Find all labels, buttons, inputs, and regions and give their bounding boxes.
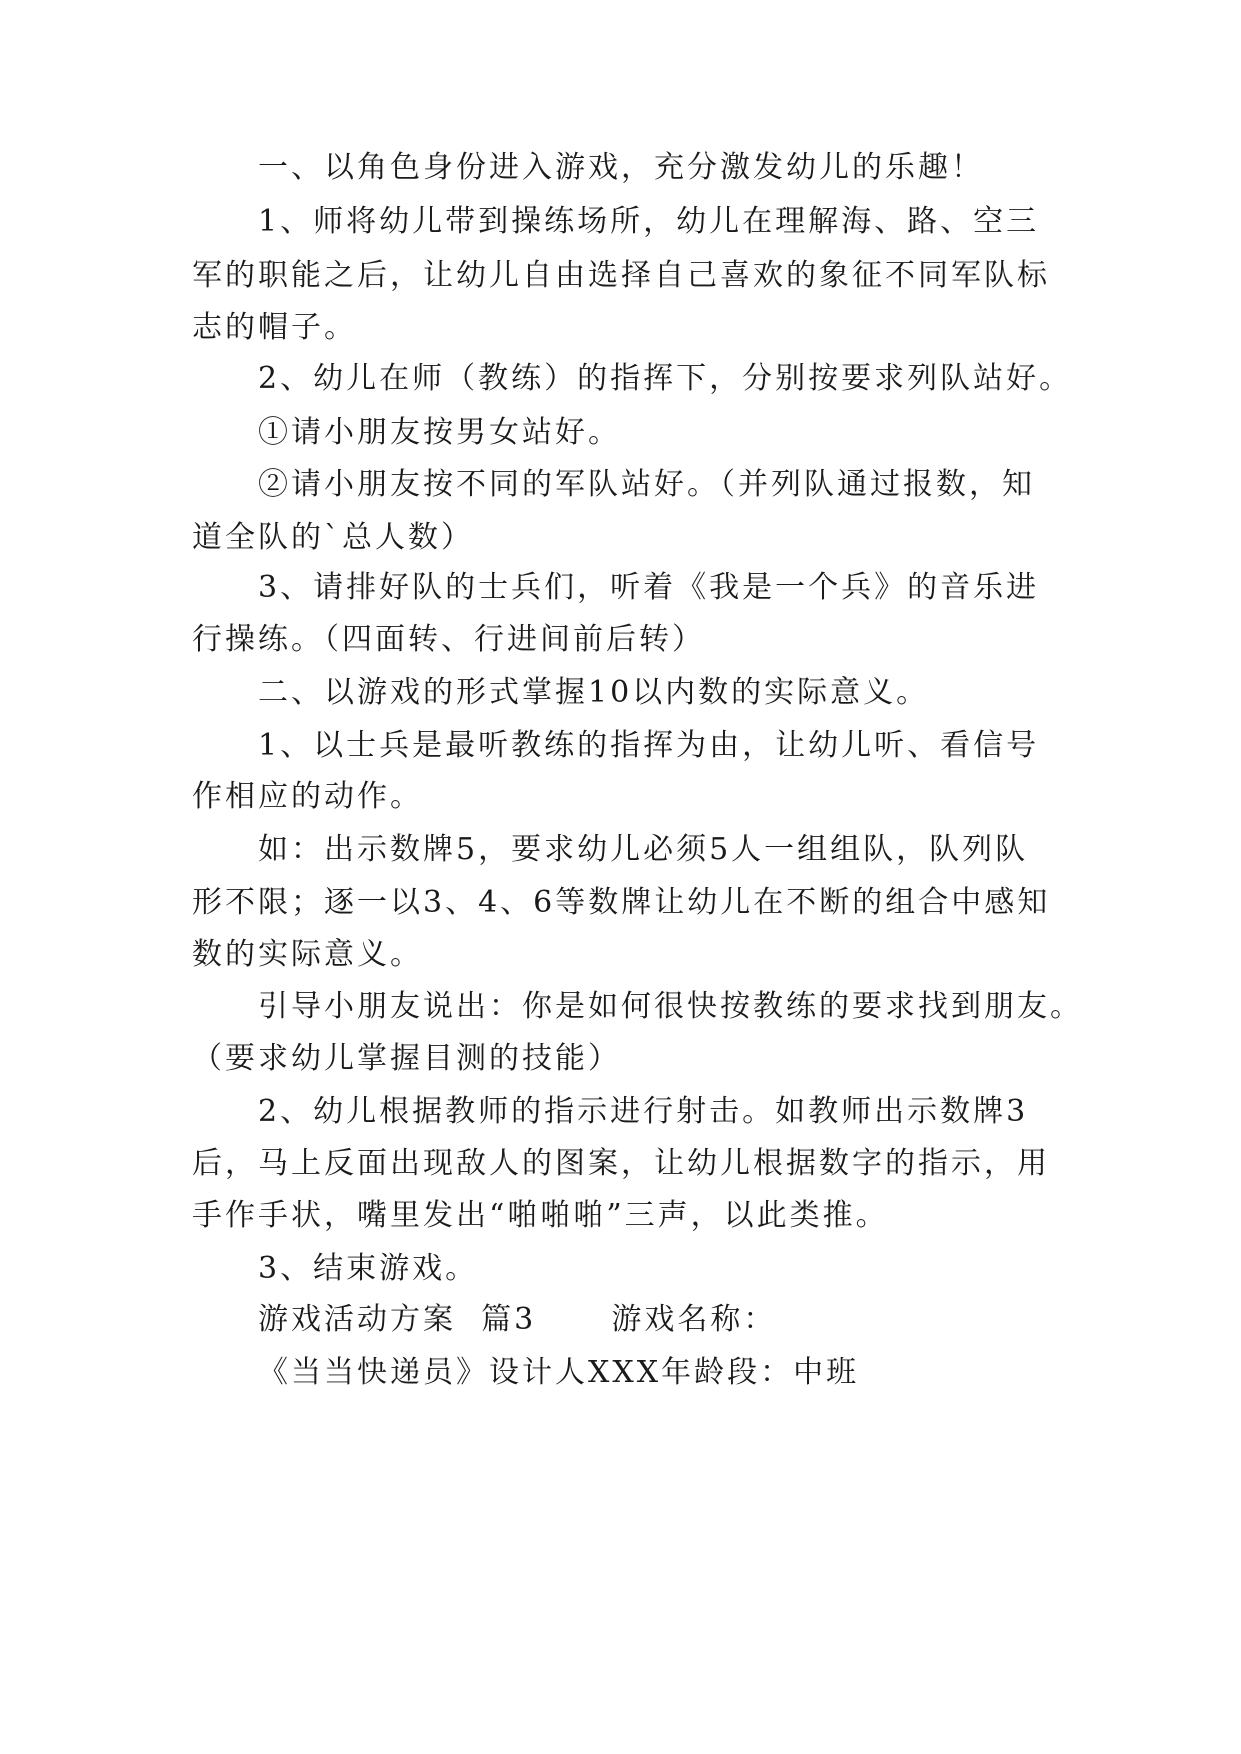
paragraph-line: ②请小朋友按不同的军队站好。（并列队通过报数，知 — [258, 467, 1035, 502]
paragraph-line: 形不限；逐一以3、4、6等数牌让幼儿在不断的组合中感知 — [192, 885, 1051, 920]
paragraph-line: 引导小朋友说出：你是如何很快按教练的要求找到朋友。 — [258, 989, 1083, 1024]
paragraph-line: 1、师将幼儿带到操练场所，幼儿在理解海、路、空三 — [258, 204, 1040, 239]
paragraph-line: 道全队的`总人数） — [192, 520, 474, 555]
paragraph-line: 手作手状，嘴里发出“啪啪啪”三声，以此类推。 — [192, 1198, 889, 1233]
paragraph-line: 后，马上反面出现敌人的图案，让幼儿根据数字的指示，用 — [192, 1146, 1050, 1181]
paragraph-line: 3、结束游戏。 — [258, 1251, 479, 1286]
paragraph-line: 行操练。（四面转、行进间前后转） — [192, 622, 705, 657]
paragraph-line: 数的实际意义。 — [192, 937, 423, 972]
section-heading-2: 二、以游戏的形式掌握10以内数的实际意义。 — [258, 675, 930, 710]
section-heading-1: 一、以角色身份进入游戏，充分激发幼儿的乐趣！ — [258, 150, 984, 185]
paragraph-line: 3、请排好队的士兵们，听着《我是一个兵》的音乐进 — [258, 570, 1040, 605]
paragraph-line: 志的帽子。 — [192, 310, 357, 345]
paragraph-line: 1、以士兵是最听教练的指挥为由，让幼儿听、看信号 — [258, 728, 1040, 763]
plan-title-line: 游戏活动方案 篇3 游戏名称： — [258, 1302, 777, 1337]
paragraph-line: 2、幼儿根据教师的指示进行射击。如教师出示数牌3 — [258, 1094, 1029, 1129]
plan-info-line: 《当当快递员》设计人XXX年龄段：中班 — [258, 1355, 860, 1390]
paragraph-line: （要求幼儿掌握目测的技能） — [192, 1041, 621, 1076]
paragraph-line: 作相应的动作。 — [192, 779, 423, 814]
paragraph-line: 军的职能之后，让幼儿自由选择自己喜欢的象征不同军队标 — [192, 258, 1050, 293]
paragraph-line: ①请小朋友按男女站好。 — [258, 415, 621, 450]
paragraph-line: 2、幼儿在师（教练）的指挥下，分别按要求列队站好。 — [258, 361, 1073, 396]
paragraph-line: 如：出示数牌5，要求幼儿必须5人一组组队，队列队 — [258, 832, 1029, 867]
